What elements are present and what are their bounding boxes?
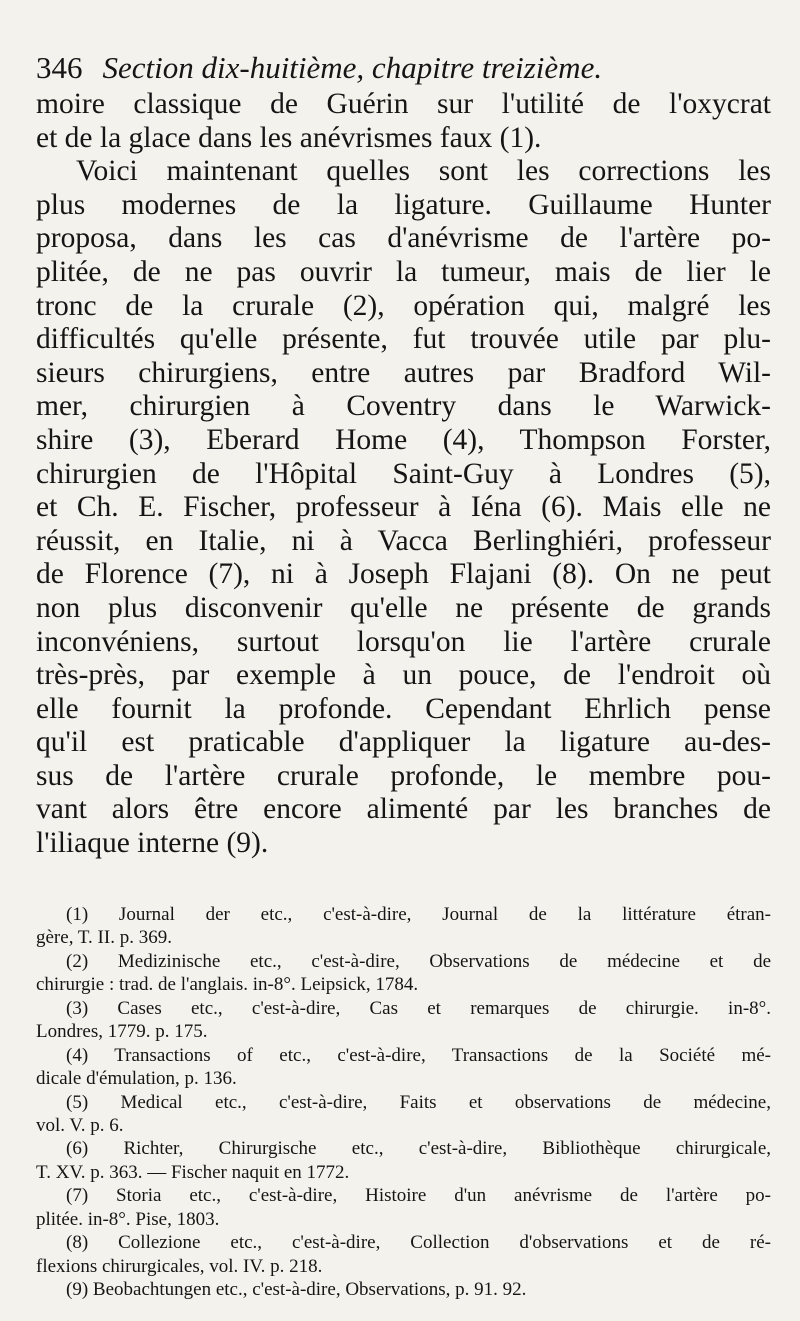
body-line: qu'il est praticable d'appliquer la ligature au-des-: [36, 726, 771, 759]
footnote-line: (5) Medical etc., c'est-à-dire, Faits et observations de médecine,: [66, 1091, 771, 1113]
footnotes: [36, 903, 771, 1301]
page-header: [36, 42, 776, 94]
body-line: elle fournit la profonde. Cependant Ehrlich pense: [36, 692, 771, 725]
footnote-line: vol. V. p. 6.: [36, 1114, 124, 1136]
footnote-line: (1) Journal der etc., c'est-à-dire, Journal de la littérature étran-: [66, 904, 771, 925]
footnote-line: Londres, 1779. p. 175.: [36, 1021, 208, 1043]
body-text: [36, 88, 771, 861]
footnote-line: flexions chirurgicales, vol. IV. p. 218.: [36, 1255, 323, 1277]
body-line: de Florence (7), ni à Joseph Flajani (8). On ne peut: [36, 558, 771, 591]
body-line: sieurs chirurgiens, entre autres par Bradford Wil-: [36, 356, 771, 389]
footnote-line: (8) Collezione etc., c'est-à-dire, Collection d'observations et de ré-: [66, 1232, 771, 1254]
footnote-line: (3) Cases etc., c'est-à-dire, Cas et remarques de chirurgie. in-8°.: [66, 997, 771, 1019]
body-line: vant alors être encore alimenté par les branches de: [36, 793, 771, 826]
body-line: et de la glace dans les anévrismes faux (1).: [36, 121, 542, 154]
footnote-line: (6) Richter, Chirurgische etc., c'est-à-dire, Bibliothèque chirurgicale,: [66, 1138, 771, 1160]
body-line: plus modernes de la ligature. Guillaume Hunter: [36, 188, 771, 221]
body-line: très-près, par exemple à un pouce, de l'endroit où: [36, 659, 771, 692]
body-line: sus de l'artère crurale profonde, le membre pou-: [36, 759, 771, 792]
footnote-line: (2) Medizinische etc., c'est-à-dire, Observations de médecine et de: [66, 950, 771, 972]
footnote-line: (7) Storia etc., c'est-à-dire, Histoire d'un anévrisme de l'artère po-: [66, 1185, 771, 1207]
footnote-line: gère, T. II. p. 369.: [36, 927, 172, 949]
body-line: inconvéniens, surtout lorsqu'on lie l'artère crurale: [36, 625, 771, 658]
body-line: plitée, de ne pas ouvrir la tumeur, mais de lier le: [36, 255, 771, 288]
body-line: l'iliaque interne (9).: [36, 827, 269, 860]
body-line: difficultés qu'elle présente, fut trouvée utile par plu-: [36, 323, 771, 356]
page-number: 346: [36, 50, 83, 85]
body-line: shire (3), Eberard Home (4), Thompson Forster,: [36, 423, 771, 456]
body-line: chirurgien de l'Hôpital Saint-Guy à Londres (5),: [36, 457, 771, 490]
footnote-line: plitée. in-8°. Pise, 1803.: [36, 1208, 220, 1230]
body-line: tronc de la crurale (2), opération qui, malgré les: [36, 289, 771, 322]
footnote-line: (9) Beobachtungen etc., c'est-à-dire, Observations, p. 91. 92.: [66, 1279, 527, 1300]
body-line: non plus disconvenir qu'elle ne présente de grands: [36, 591, 771, 624]
body-line: proposa, dans les cas d'anévrisme de l'artère po-: [36, 222, 771, 255]
footnote-line: chirurgie : trad. de l'anglais. in-8°. Leipsick, 1784.: [36, 974, 419, 996]
running-title: Section dix-huitième, chapitre treizième.: [102, 50, 603, 85]
footnote-line: (4) Transactions of etc., c'est-à-dire, Transactions de la Société mé-: [66, 1044, 771, 1066]
footnote-line: T. XV. p. 363. — Fischer naquit en 1772.: [36, 1161, 350, 1183]
body-line: moire classique de Guérin sur l'utilité de l'oxycrat: [36, 88, 771, 120]
footnote-line: dicale d'émulation, p. 136.: [36, 1068, 237, 1090]
body-line: Voici maintenant quelles sont les corrections les: [76, 155, 771, 188]
body-line: et Ch. E. Fischer, professeur à Iéna (6). Mais elle ne: [36, 491, 771, 524]
body-line: mer, chirurgien à Coventry dans le Warwick-: [36, 390, 771, 423]
body-line: réussit, en Italie, ni à Vacca Berlinghiéri, professeur: [36, 524, 771, 557]
